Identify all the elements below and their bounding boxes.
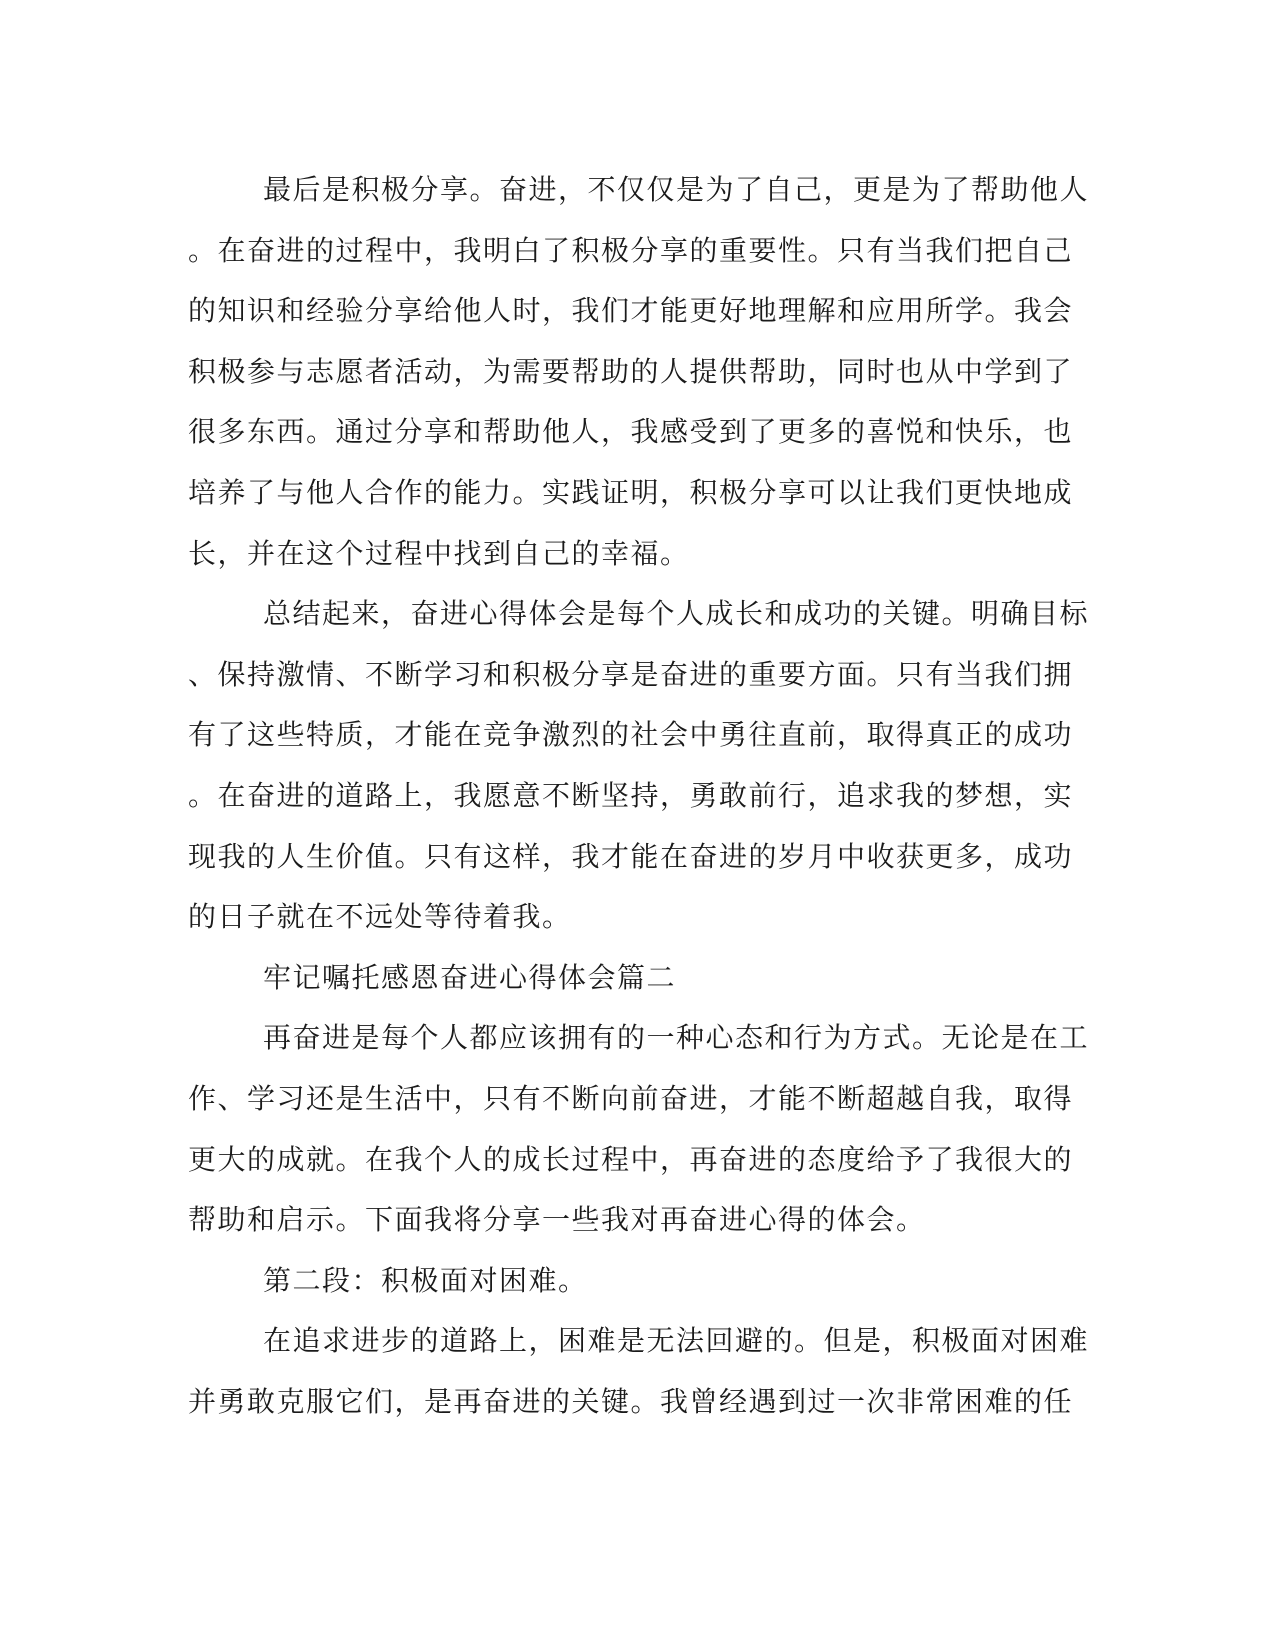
section-heading: 牢记嘱托感恩奋进心得体会篇二 [263, 960, 677, 994]
document-body [188, 160, 1090, 1432]
text-line: 、保持激情、不断学习和积极分享是奋进的重要方面。只有当我们拥 [188, 657, 1074, 691]
text-line: 很多东西。通过分享和帮助他人，我感受到了更多的喜悦和快乐，也 [188, 415, 1074, 449]
section-subheading: 第二段：积极面对困难。 [263, 1263, 588, 1297]
text-line: 作、学习还是生活中，只有不断向前奋进，才能不断超越自我，取得 [188, 1081, 1074, 1115]
text-line: 再奋进是每个人都应该拥有的一种心态和行为方式。无论是在工 [263, 1021, 1090, 1055]
text-line: 并勇敢克服它们，是再奋进的关键。我曾经遇到过一次非常困难的任 [188, 1384, 1074, 1418]
text-line: 长，并在这个过程中找到自己的幸福。 [188, 536, 690, 570]
text-line: 有了这些特质，才能在竞争激烈的社会中勇往直前，取得真正的成功 [188, 718, 1074, 752]
text-line: 的日子就在不远处等待着我。 [188, 900, 572, 934]
text-line: 现我的人生价值。只有这样，我才能在奋进的岁月中收获更多，成功 [188, 839, 1074, 873]
text-line: 更大的成就。在我个人的成长过程中，再奋进的态度给予了我很大的 [188, 1142, 1074, 1176]
text-line: 在追求进步的道路上，困难是无法回避的。但是，积极面对困难 [263, 1324, 1090, 1358]
text-line: 。在奋进的过程中，我明白了积极分享的重要性。只有当我们把自己 [188, 233, 1074, 267]
text-line: 的知识和经验分享给他人时，我们才能更好地理解和应用所学。我会 [188, 294, 1074, 328]
text-line: 总结起来，奋进心得体会是每个人成长和成功的关键。明确目标 [263, 597, 1090, 631]
text-line: 积极参与志愿者活动，为需要帮助的人提供帮助，同时也从中学到了 [188, 354, 1074, 388]
text-line: 培养了与他人合作的能力。实践证明，积极分享可以让我们更快地成 [188, 475, 1074, 509]
text-line: 。在奋进的道路上，我愿意不断坚持，勇敢前行，追求我的梦想，实 [188, 778, 1074, 812]
text-line: 最后是积极分享。奋进，不仅仅是为了自己，更是为了帮助他人 [263, 173, 1090, 206]
text-line: 帮助和启示。下面我将分享一些我对再奋进心得的体会。 [188, 1203, 926, 1237]
